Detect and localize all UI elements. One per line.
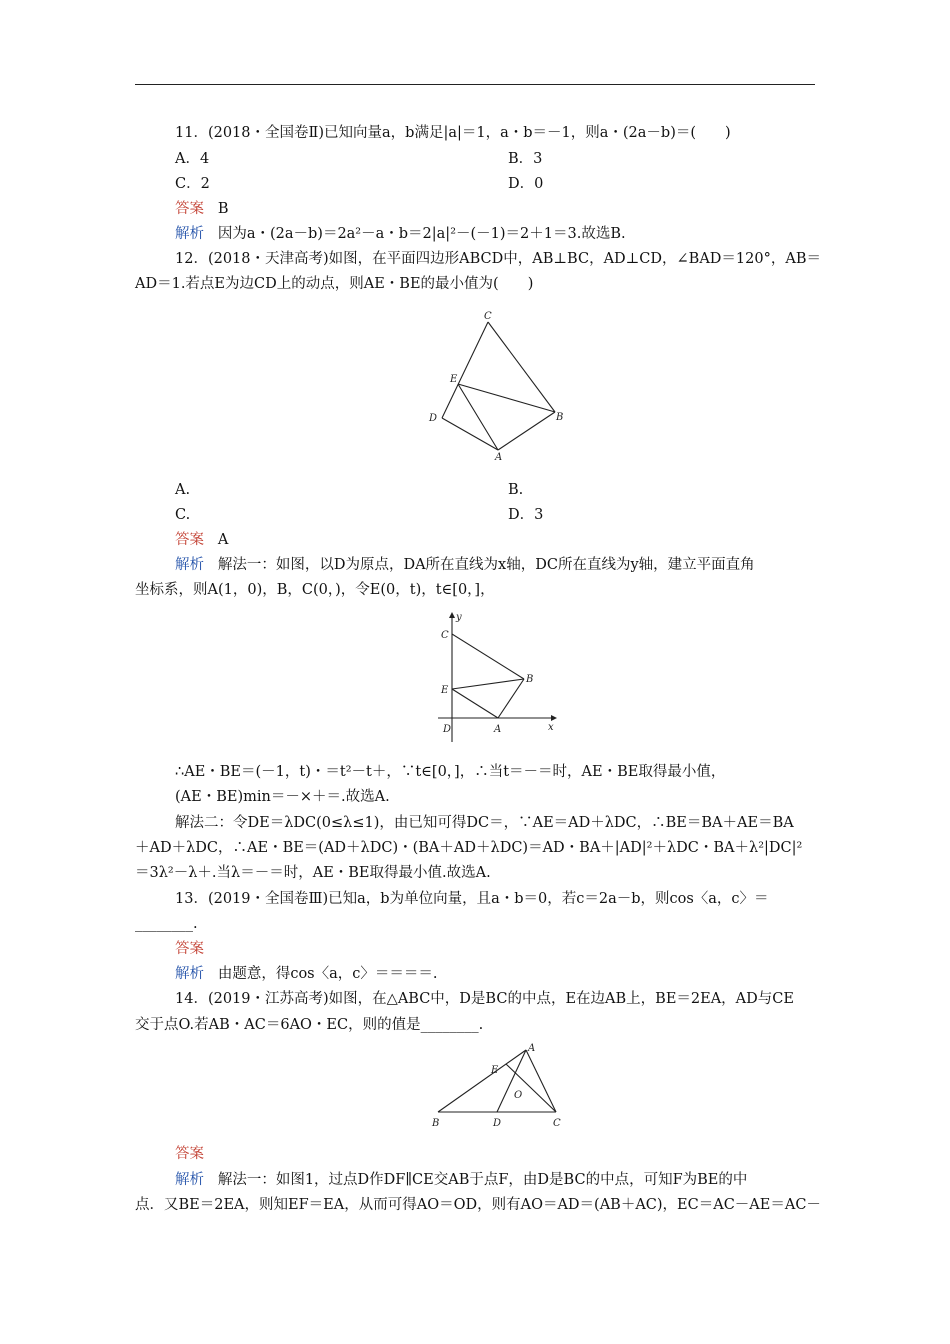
fig1-label-b: B <box>556 412 564 423</box>
q14-analysis-row <box>175 1171 747 1189</box>
fig3-label-d: D <box>493 1118 502 1129</box>
q11-option-d: D．0 <box>508 176 544 192</box>
fig3-label-a: A <box>528 1043 536 1054</box>
q12-answer-row <box>175 531 228 549</box>
fig2-label-a: A <box>494 724 502 735</box>
fig1-label-e: E <box>450 374 458 385</box>
answer-label: 答案 <box>175 1146 204 1162</box>
q14-stem-line-1: 14．(2019・江苏高考)如图，在△ABC中，D是BC的中点，E在边AB上，BE＝2EA，AD与CE <box>175 991 794 1007</box>
q14-answer-row <box>175 1145 204 1163</box>
answer-label: 答案 <box>175 201 204 217</box>
q11-answer: B <box>217 201 229 217</box>
q11-analysis-row <box>175 225 626 243</box>
fig2-label-d: D <box>443 724 452 735</box>
q13-answer-row <box>175 940 204 958</box>
fig3-label-c: C <box>553 1118 561 1129</box>
q12-figure-quadrilateral <box>420 300 570 470</box>
q12-option-d: D．3 <box>508 507 544 523</box>
analysis-label: 解析 <box>175 226 204 242</box>
q14-analysis-line-1: 解法一：如图1，过点D作DF∥CE交AB于点F，由D是BC的中点，可知F为BE的中 <box>217 1172 748 1188</box>
q12-stem-line-1: 12．(2018・天津高考)如图，在平面四边形ABCD中，AB⊥BC，AD⊥CD，∠BAD＝120°，AB＝ <box>175 251 821 267</box>
q12-stem-line-2: AD＝1.若点E为边CD上的动点，则AE・BE的最小值为( ) <box>135 276 534 292</box>
q14-stem-line-2: 交于点O.若AB・AC＝6AO・EC，则的值是________. <box>135 1017 484 1033</box>
answer-label: 答案 <box>175 532 204 548</box>
q13-analysis: 由题意，得cos〈a，c〉＝＝＝＝. <box>217 966 438 982</box>
q11-answer-row <box>175 200 228 218</box>
fig1-label-d: D <box>429 413 438 424</box>
q12-analysis-line-3: ∴AE・BE＝(－1，t)・＝t²－t＋，∵t∈[0，]，∴当t＝－＝时，AE・BE取得最小值， <box>175 764 726 780</box>
fig2-label-x: x <box>548 722 554 733</box>
analysis-label: 解析 <box>175 557 204 573</box>
q12-analysis-line-2: 坐标系，则A(1，0)，B，C(0，)，令E(0，t)，t∈[0，]， <box>135 582 495 598</box>
q13-stem-line-1: 13．(2019・全国卷Ⅲ)已知a，b为单位向量，且a・b＝0，若c＝2a－b，则cos〈a，c〉＝ <box>175 891 769 907</box>
fig2-label-b: B <box>526 674 534 685</box>
fig1-label-c: C <box>484 311 492 322</box>
q12-analysis-line-1: 解法一：如图，以D为原点，DA所在直线为x轴，DC所在直线为y轴，建立平面直角 <box>217 557 755 573</box>
q14-analysis-line-2: 点．又BE＝2EA，则知EF＝EA，从而可得AO＝OD，则有AO＝AD＝(AB＋AC)，EC＝AC－AE＝AC－ <box>135 1197 821 1213</box>
fig2-label-e: E <box>441 685 449 696</box>
q13-stem-line-2: ________. <box>135 916 198 932</box>
q12-analysis-line-6: ＋AD＋λDC，∴AE・BE＝(AD＋λDC)・(BA＋AD＋λDC)＝AD・BA＋|AD|²＋λDC・BA＋λ²|DC|² <box>135 840 803 856</box>
fig3-label-b: B <box>432 1118 440 1129</box>
answer-label: 答案 <box>175 941 204 957</box>
analysis-label: 解析 <box>175 1172 204 1188</box>
q12-analysis-line-5: 解法二：令DE＝λDC(0≤λ≤1)，由已知可得DC＝，∵AE＝AD＋λDC，∴BE＝BA＋AE＝BA <box>175 815 794 831</box>
q12-option-c: C. <box>175 507 191 523</box>
q12-option-a: A. <box>175 482 191 498</box>
fig3-label-e: E <box>491 1065 499 1076</box>
q11-option-c: C．2 <box>175 176 210 192</box>
q11-stem: 11．(2018・全国卷Ⅱ)已知向量a，b满足|a|＝1，a・b＝－1，则a・(2a－b)＝( ) <box>175 125 731 141</box>
fig1-label-a: A <box>495 452 503 463</box>
q11-option-a: A．4 <box>175 151 210 167</box>
q12-figure-coordinate <box>420 606 570 748</box>
analysis-label: 解析 <box>175 966 204 982</box>
fig3-label-o: O <box>514 1090 523 1101</box>
header-rule <box>135 84 815 85</box>
q14-figure-triangle <box>422 1040 572 1132</box>
q12-option-b: B. <box>508 482 524 498</box>
q13-analysis-row <box>175 965 438 983</box>
q12-analysis-line-7: ＝3λ²－λ＋.当λ＝－＝时，AE・BE取得最小值.故选A. <box>135 865 491 881</box>
q12-analysis-line-4: (AE・BE)min＝－×＋＝.故选A. <box>175 789 390 805</box>
q12-answer: A <box>217 532 229 548</box>
q11-analysis: 因为a・(2a－b)＝2a²－a・b＝2|a|²－(－1)＝2＋1＝3.故选B. <box>217 226 626 242</box>
fig2-label-c: C <box>441 630 449 641</box>
fig2-label-y: y <box>456 612 462 623</box>
q12-analysis-row <box>175 556 755 574</box>
q11-option-b: B．3 <box>508 151 543 167</box>
